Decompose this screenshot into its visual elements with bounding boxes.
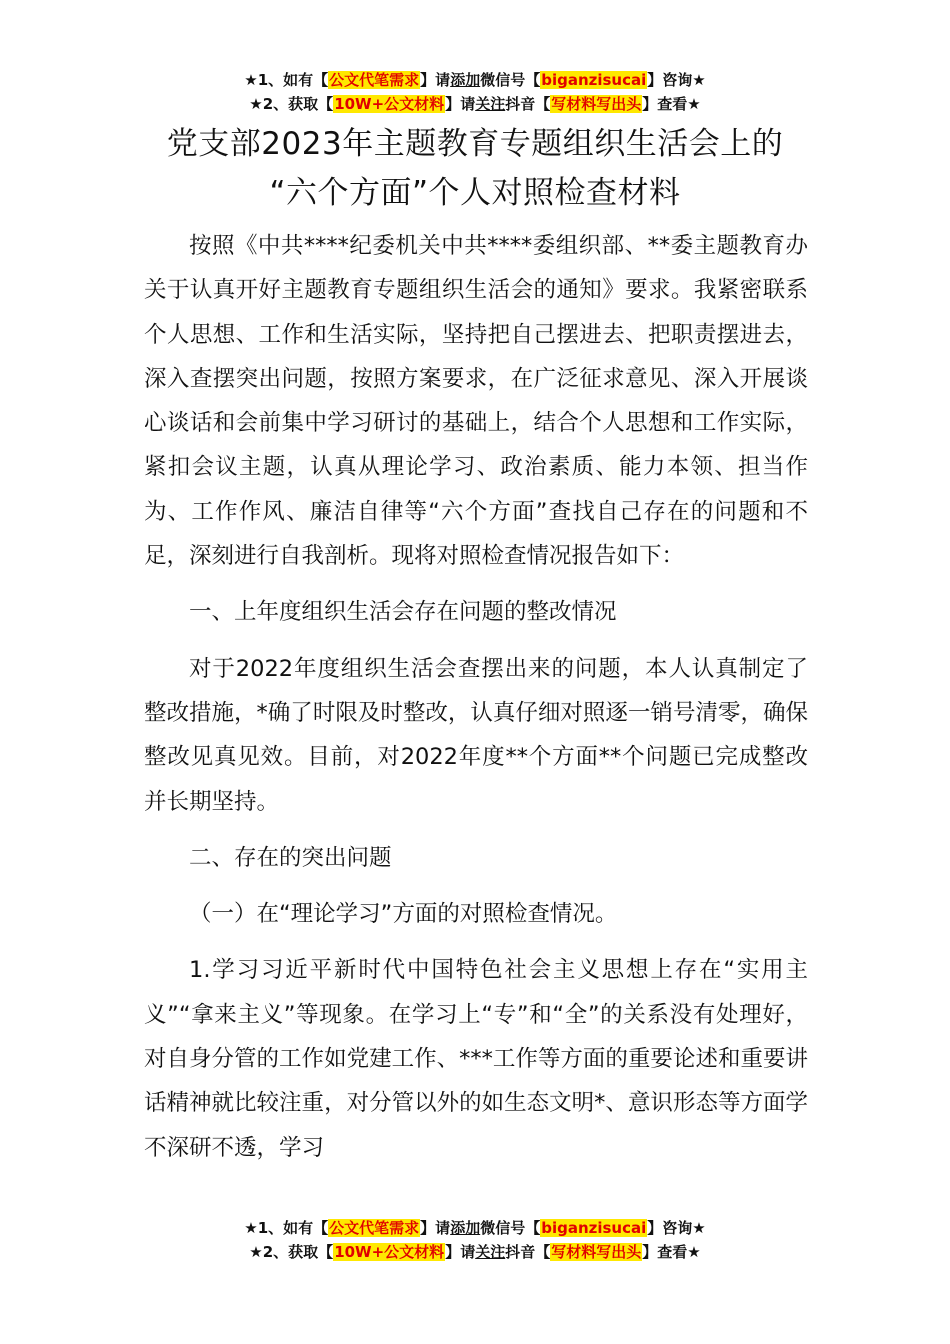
promo-highlight: 10W+公文材料	[334, 95, 445, 113]
promo-highlight: 公文代笔需求	[329, 71, 420, 89]
document-body	[144, 224, 808, 1170]
promo-douyin-id: 写材料写出头	[551, 1243, 642, 1261]
document-title	[0, 120, 950, 218]
promo-banner-bottom	[0, 1216, 950, 1264]
promo-line-1	[0, 1216, 950, 1240]
section-heading-2: 二、存在的突出问题	[189, 844, 392, 871]
promo-text: 】查看★	[642, 1243, 701, 1261]
promo-emphasis: 添加	[450, 71, 481, 89]
promo-text: 微信号【	[480, 71, 541, 89]
promo-text: ★2、获取【	[249, 1243, 334, 1261]
intro-paragraph: 按照《中共****纪委机关中共****委组织部、**委主题教育办关于认真开好主题教育专题组织生活会的通知》要求。我紧密联系个人思想、工作和生活实际，坚持把自己摆进去、把职责摆进去，深入查摆突出问题，按照方案要求，在广泛征求意见、深入开展谈心谈话和会前集中学习研讨的基础上，结合个人思想和工作实际，紧扣会议主题，认真从理论学习、政治素质、能力本领、担当作为、工作作风、廉洁自律等“六个方面”查找自己存在的问题和不足，深刻进行自我剖析。现将对照检查情况报告如下：	[144, 233, 808, 570]
promo-line-2	[0, 1240, 950, 1264]
promo-emphasis: 关注	[475, 95, 506, 113]
promo-text: 】咨询★	[647, 1219, 706, 1237]
promo-text: 抖音【	[505, 95, 551, 113]
promo-text: 】请	[445, 1243, 476, 1261]
item-1-paragraph: 1.学习习近平新时代中国特色社会主义思想上存在“实用主义”“拿来主义”等现象。在学习上“专”和“全”的关系没有处理好，对自身分管的工作如党建工作、***工作等方面的重要论述和重要讲话精神就比较注重，对分管以外的如生态文明*、意识形态等方面学不深研不透，学习	[144, 957, 808, 1161]
subsection-heading-1: （一）在“理论学习”方面的对照检查情况。	[189, 901, 618, 928]
promo-text: 】请	[420, 71, 451, 89]
promo-highlight: 公文代笔需求	[329, 1219, 420, 1237]
promo-text: 】请	[445, 95, 476, 113]
title-line-2: “六个方面”个人对照检查材料	[269, 175, 681, 211]
promo-wechat-id: biganzisucai	[541, 1219, 647, 1237]
promo-text: 】咨询★	[647, 71, 706, 89]
section-heading-1: 一、上年度组织生活会存在问题的整改情况	[189, 599, 617, 626]
title-line-1: 党支部2023年主题教育专题组织生活会上的	[166, 126, 784, 162]
promo-text: 】请	[420, 1219, 451, 1237]
promo-text: 抖音【	[505, 1243, 551, 1261]
promo-banner-top	[0, 68, 950, 116]
promo-douyin-id: 写材料写出头	[551, 95, 642, 113]
promo-highlight: 10W+公文材料	[334, 1243, 445, 1261]
promo-text: ★1、如有【	[244, 1219, 329, 1237]
section-1-paragraph: 对于2022年度组织生活会查摆出来的问题，本人认真制定了整改措施，*确了时限及时整改，认真仔细对照逐一销号清零，确保整改见真见效。目前，对2022年度**个方面**个问题已完成整改并长期坚持。	[144, 655, 808, 815]
promo-wechat-id: biganzisucai	[541, 71, 647, 89]
promo-emphasis: 关注	[475, 1243, 506, 1261]
promo-text: ★1、如有【	[244, 71, 329, 89]
promo-text: 】查看★	[642, 95, 701, 113]
promo-line-2	[0, 92, 950, 116]
promo-text: 微信号【	[480, 1219, 541, 1237]
promo-text: ★2、获取【	[249, 95, 334, 113]
promo-emphasis: 添加	[450, 1219, 481, 1237]
promo-line-1	[0, 68, 950, 92]
